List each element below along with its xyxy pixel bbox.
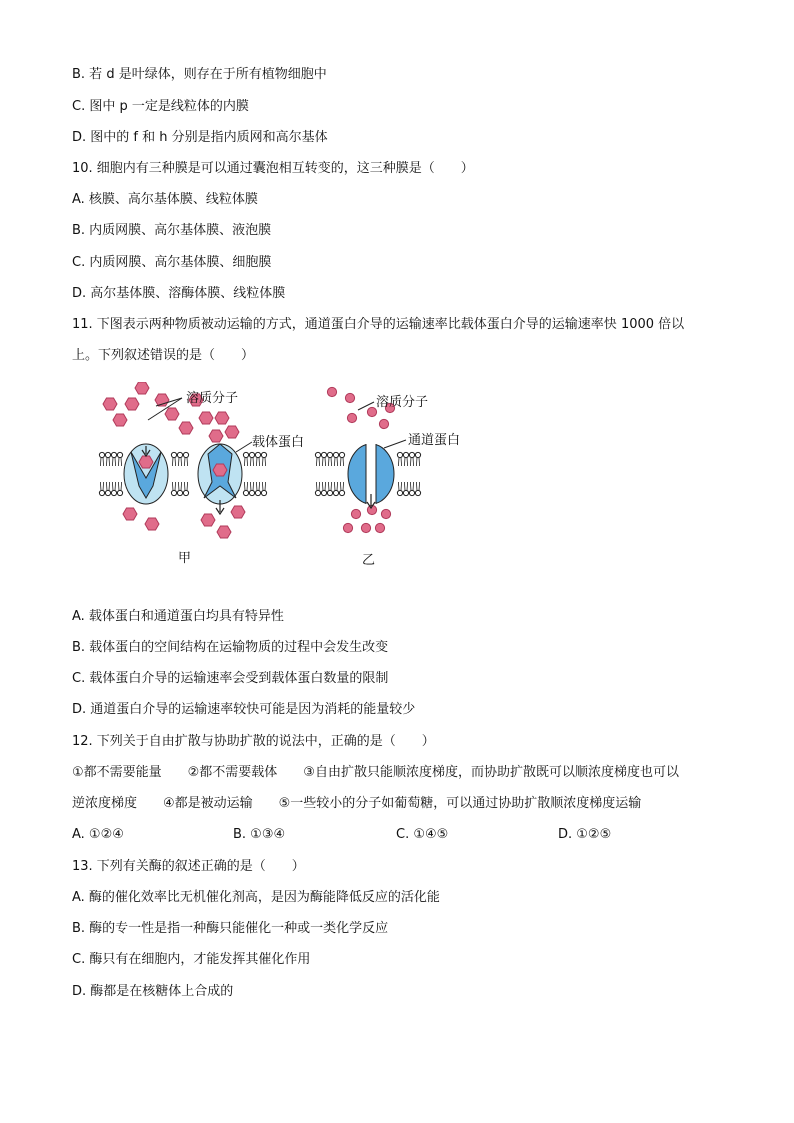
q12-items-line2: 逆浓度梯度 ④都是被动运输 ⑤一些较小的分子如葡萄糖，可以通过协助扩散顺浓度梯度运输	[72, 796, 642, 811]
label-carrier-protein: 载体蛋白	[252, 435, 305, 450]
q13-stem: 13. 下列有关酶的叙述正确的是（ ）	[72, 859, 305, 874]
pointer-line	[384, 440, 406, 448]
q9-option-b: B. 若 d 是叶绿体，则存在于所有植物细胞中	[72, 67, 327, 82]
q11-stem-line1: 11. 下图表示两种物质被动运输的方式，通道蛋白介导的运输速率比载体蛋白介导的运输速率快 1000 倍以	[72, 317, 685, 332]
q13-option-d: D. 酶都是在核糖体上合成的	[72, 984, 234, 999]
q12-option-d: D. ①②⑤	[558, 827, 612, 842]
q12-stem: 12. 下列关于自由扩散与协助扩散的说法中，正确的是（ ）	[72, 734, 435, 749]
q10-stem: 10. 细胞内有三种膜是可以通过囊泡相互转变的，这三种膜是（ ）	[72, 161, 474, 176]
label-solute-left: 溶质分子	[186, 391, 239, 406]
q13-option-c: C. 酶只有在细胞内，才能发挥其催化作用	[72, 952, 311, 967]
solute-molecules-left-bottom	[123, 506, 245, 538]
q13-option-a: A. 酶的催化效率比无机催化剂高，是因为酶能降低反应的活化能	[72, 890, 440, 905]
pointer-line	[236, 442, 252, 452]
carrier-protein-open-inside	[198, 444, 242, 514]
q11-option-b: B. 载体蛋白的空间结构在运输物质的过程中会发生改变	[72, 640, 389, 655]
q9-option-d: D. 图中的 f 和 h 分别是指内质网和高尔基体	[72, 130, 328, 145]
q10-option-d: D. 高尔基体膜、溶酶体膜、线粒体膜	[72, 286, 286, 301]
q9-option-c: C. 图中 p 一定是线粒体的内膜	[72, 99, 249, 114]
q10-option-b: B. 内质网膜、高尔基体膜、液泡膜	[72, 223, 272, 238]
q12-option-a: A. ①②④	[72, 827, 124, 842]
q11-option-d: D. 通道蛋白介导的运输速率较快可能是因为消耗的能量较少	[72, 702, 416, 717]
q12-option-b: B. ①③④	[233, 827, 286, 842]
q10-option-c: C. 内质网膜、高尔基体膜、细胞膜	[72, 255, 272, 270]
q12-option-c: C. ①④⑤	[396, 827, 449, 842]
label-channel-protein: 通道蛋白	[408, 433, 461, 448]
caption-jia: 甲	[178, 551, 192, 566]
q11-option-a: A. 载体蛋白和通道蛋白均具有特异性	[72, 609, 284, 624]
label-solute-right: 溶质分子	[376, 395, 429, 410]
q13-option-b: B. 酶的专一性是指一种酶只能催化一种或一类化学反应	[72, 921, 389, 936]
q11-stem-line2: 上。下列叙述错误的是（ ）	[72, 348, 255, 363]
transport-diagram	[96, 382, 476, 572]
caption-yi: 乙	[362, 553, 376, 568]
q11-option-c: C. 载体蛋白介导的运输速率会受到载体蛋白数量的限制	[72, 671, 389, 686]
q10-option-a: A. 核膜、高尔基体膜、线粒体膜	[72, 192, 258, 207]
carrier-protein-open-outside	[124, 444, 168, 504]
q12-items-line1: ①都不需要能量 ②都不需要载体 ③自由扩散只能顺浓度梯度，而协助扩散既可以顺浓度梯度也可以	[72, 765, 679, 780]
